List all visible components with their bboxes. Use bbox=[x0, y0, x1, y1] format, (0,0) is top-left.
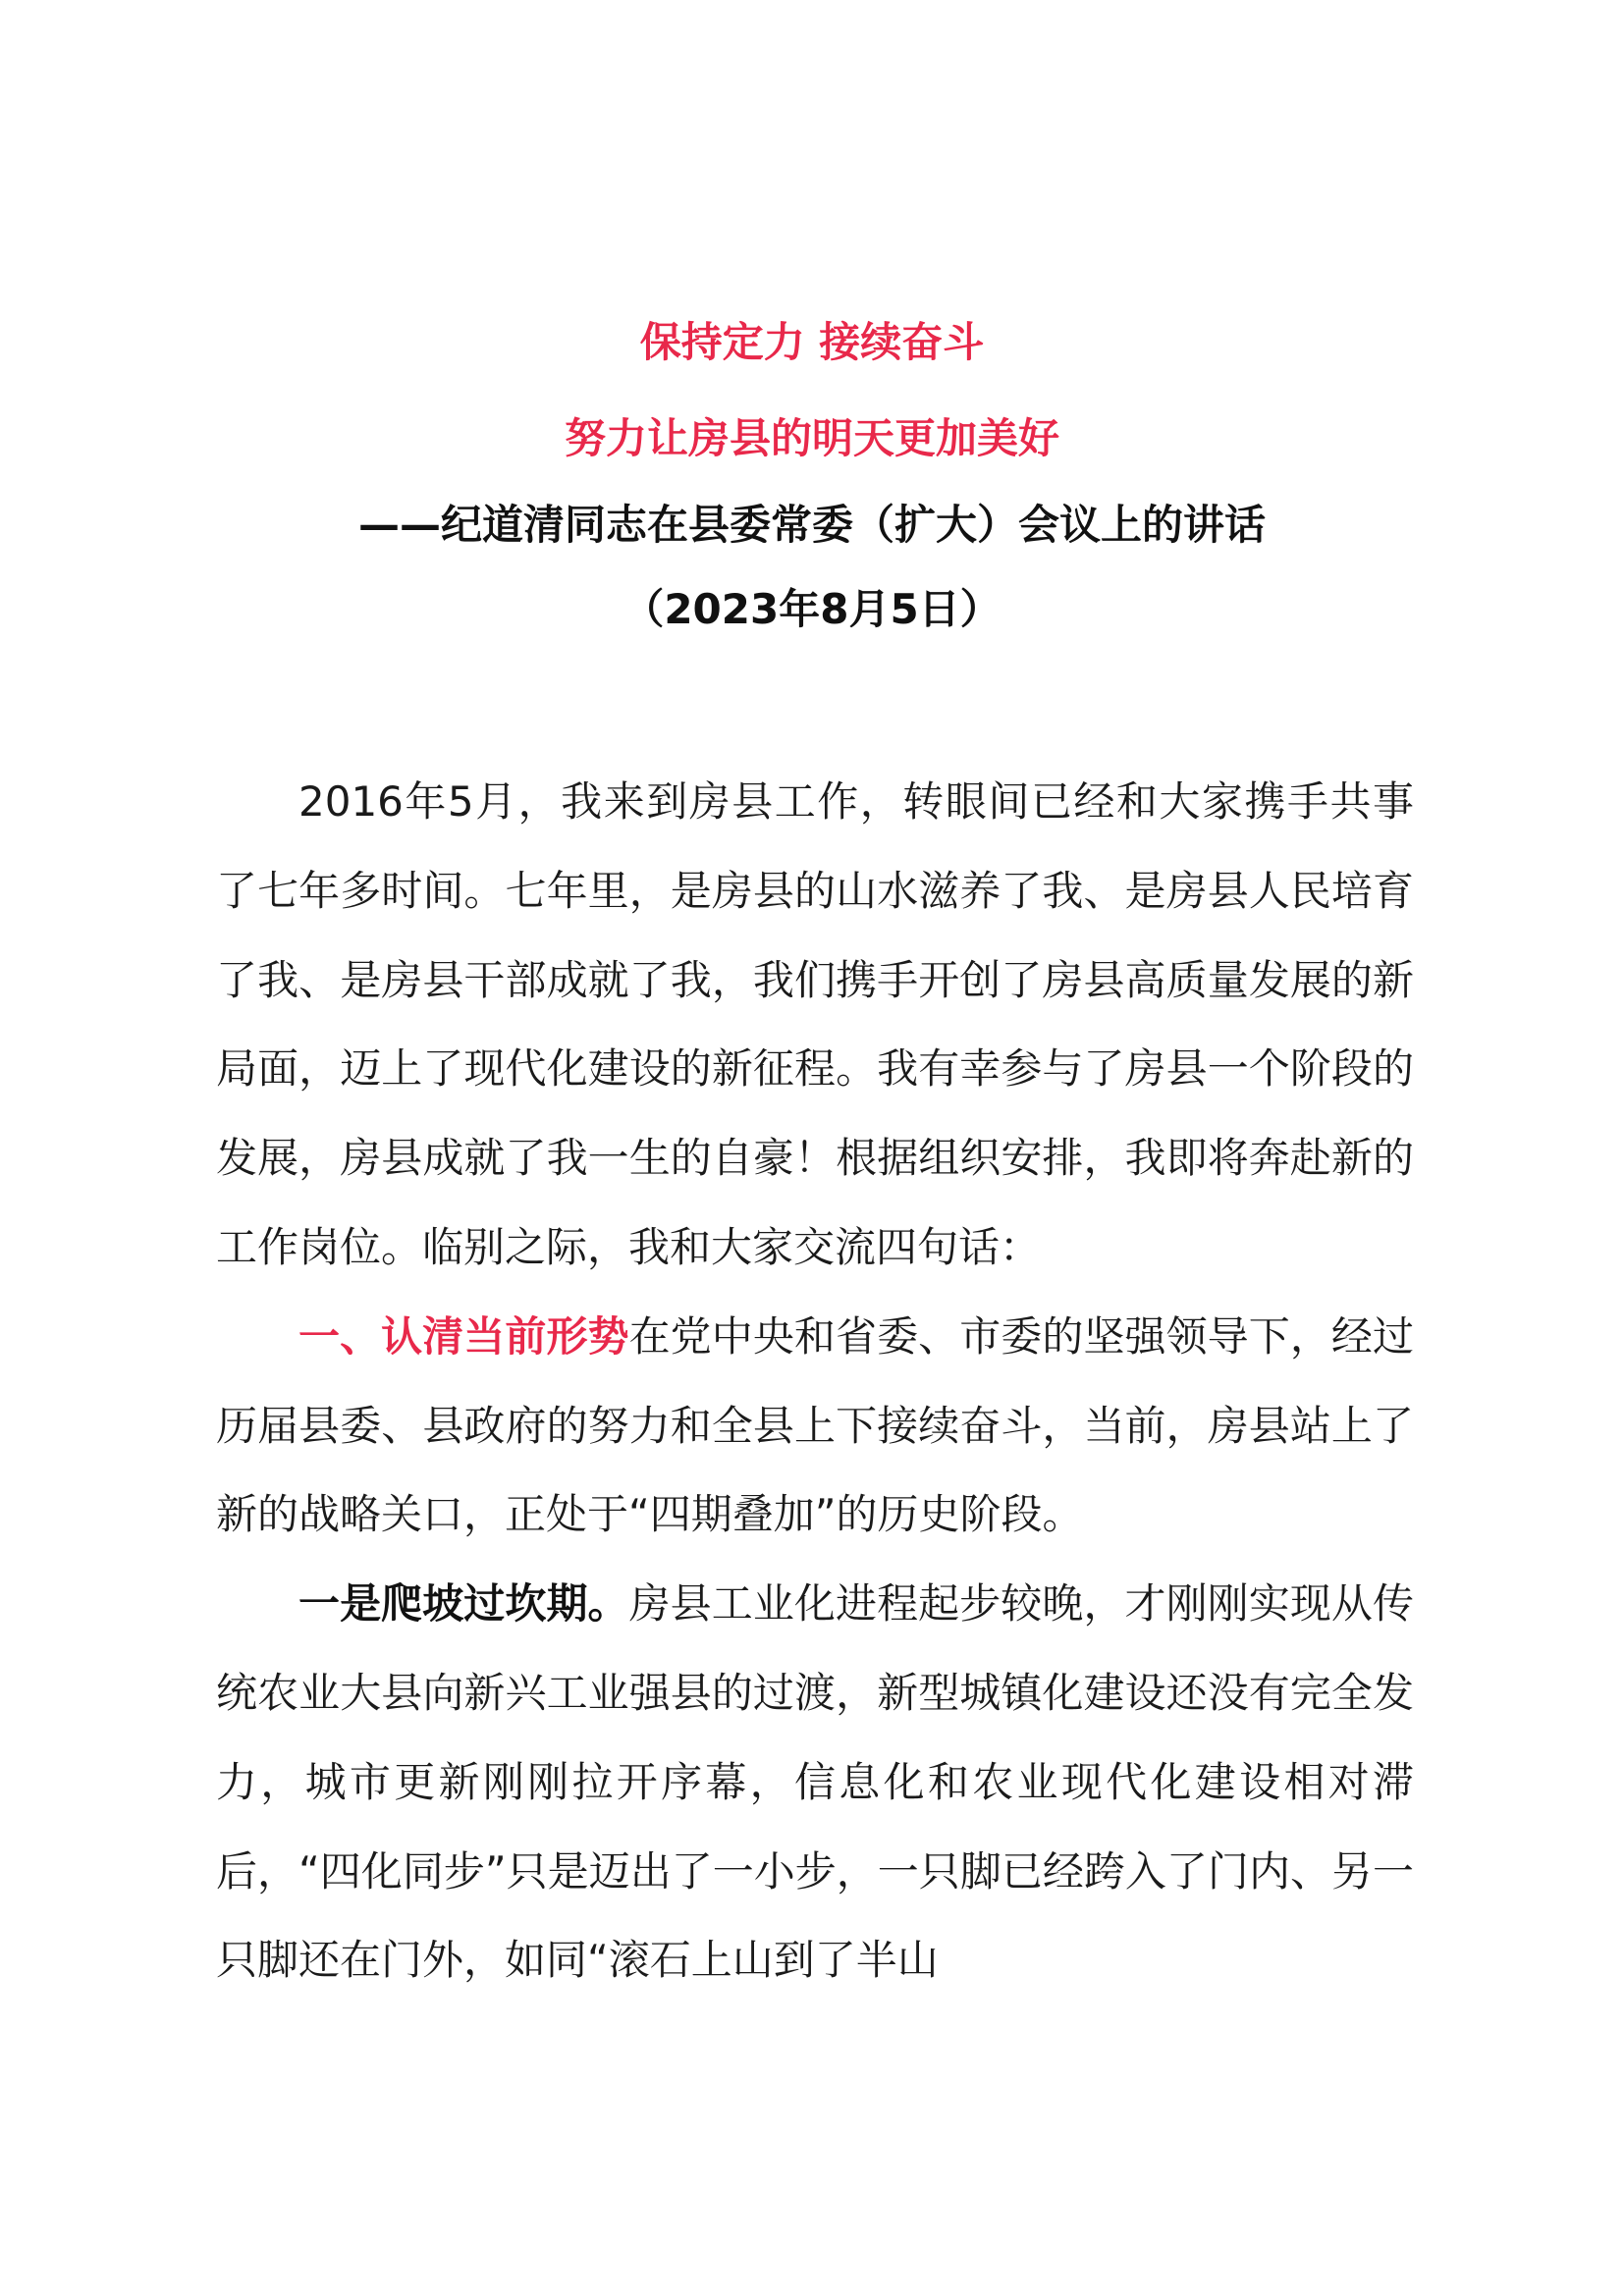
speech-date: （2023年8月5日） bbox=[623, 585, 1001, 633]
paragraph-text: 房县工业化进程起步较晚，才刚刚实现从传统农业大县向新兴工业强县的过渡，新型城镇化建设还没有完全发力，城市更新刚刚拉开序幕，信息化和农业现代化建设相对滞后，“四化同步”只是迈出了一小步，一只脚已经跨入了门内、另一只脚还在门外，如同“滚石上山到了半山 bbox=[216, 1579, 1414, 1985]
body-text bbox=[216, 758, 1414, 2005]
paragraph-text: 2016年5月，我来到房县工作，转眼间已经和大家携手共事了七年多时间。七年里，是房县的山水滋养了我、是房县人民培育了我、是房县干部成就了我，我们携手开创了房县高质量发展的新局面，迈上了现代化建设的新征程。我有幸参与了房县一个阶段的发展，房县成就了我一生的自豪！根据组织安排，我即将奔赴新的工作岗位。临别之际，我和大家交流四句话： bbox=[216, 777, 1414, 1271]
title-line-1: 保持定力 接续奋斗 bbox=[639, 318, 985, 366]
paragraph-section-one bbox=[216, 1293, 1414, 1560]
section-heading: 一、认清当前形势 bbox=[298, 1311, 629, 1361]
paragraph-point-one bbox=[216, 1560, 1414, 2005]
paragraph-text: 在党中央和省委、市委的坚强领导下，经过历届县委、县政府的努力和全县上下接续奋斗，当前，房县站上了新的战略关口，正处于“四期叠加”的历史阶段。 bbox=[216, 1311, 1414, 1539]
point-heading: 一是爬坡过坎期。 bbox=[298, 1579, 629, 1629]
title-line-2: 努力让房县的明天更加美好 bbox=[564, 414, 1059, 462]
paragraph-intro bbox=[216, 758, 1414, 1293]
subtitle: ——纪道清同志在县委常委（扩大）会议上的讲话 bbox=[357, 501, 1266, 549]
